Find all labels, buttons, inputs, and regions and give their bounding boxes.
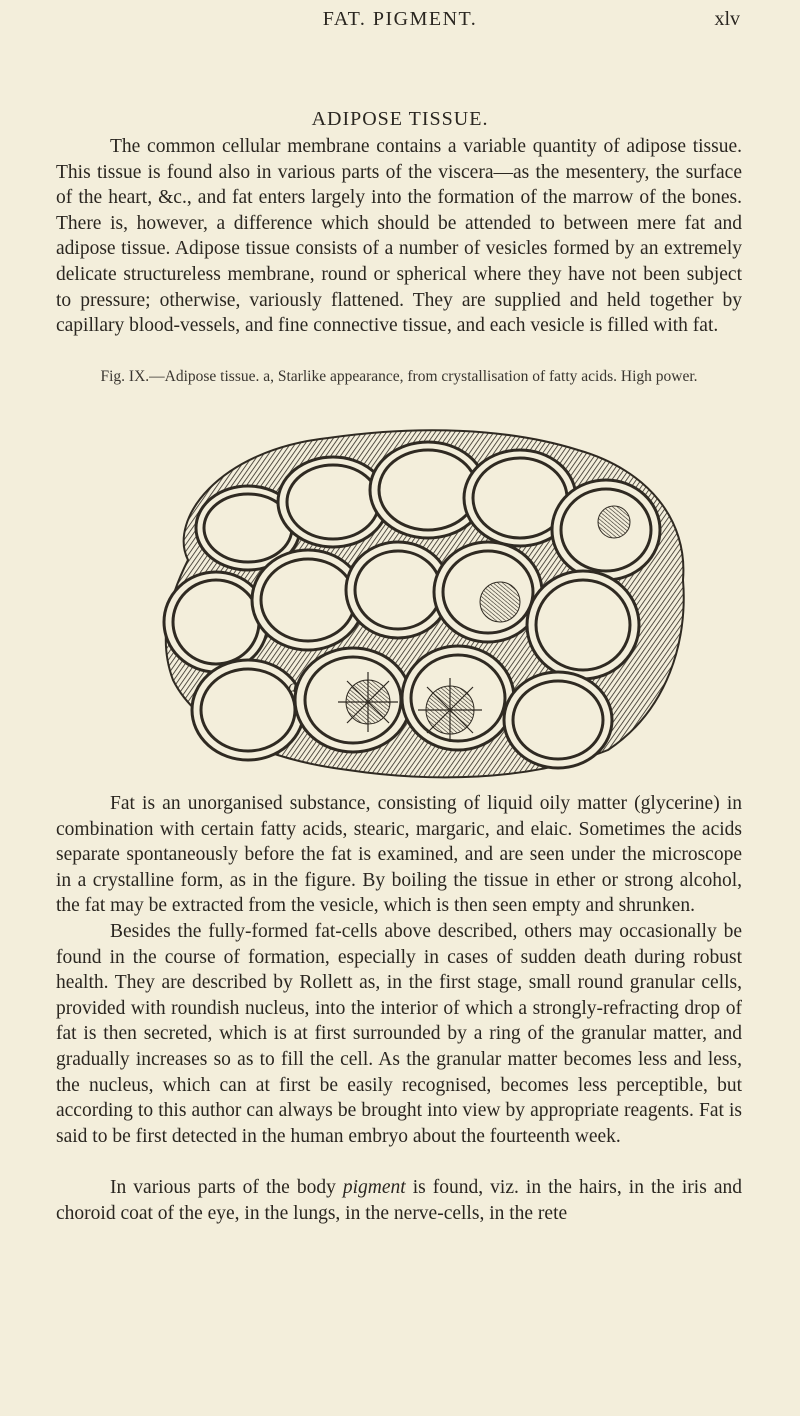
adipose-tissue-illustration [128, 410, 708, 785]
running-title: FAT. PIGMENT. [322, 8, 478, 30]
figure-caption: Fig. IX.—Adipose tissue. a, Starlike appearance, from crystallisation of fatty acids. High power. [100, 368, 698, 385]
running-head [0, 6, 800, 36]
page-number: xlv [714, 8, 740, 30]
paragraph-pigment [56, 1175, 742, 1226]
section-title: ADIPOSE TISSUE. [311, 108, 489, 130]
paragraph-fat-cell-formation: Besides the fully-formed fat-cells above described, others may occasionally be found in the course of formation, especially in cases of sudden death during robust health. They are described by Rollett as, in the first stage, small round granular cells, provided with roundish nucleus, into the interior of which a strongly-refracting drop of fat is then secreted, which is at first surrounded by a ring of the granular matter, and gradually increases so as to fill the cell. As the granular matter becomes less and less, the nucleus, which can at first be easily recognised, becomes less perceptible, but according to this author can always be brought into view by appropriate reagents. Fat is said to be first detected in the human embryo about the fourteenth week. [56, 921, 742, 1147]
figure-label-a: a [288, 676, 297, 696]
paragraph-fat-composition: Fat is an unorganised substance, consisting of liquid oily matter (glycerine) in combination with certain fatty acids, stearic, margaric, and elaic. Sometimes the acids separate spontaneously before the fat is examined, and are seen under the microscope in a crystalline form, as in the figure. By boiling the tissue in ether or strong alcohol, the fat may be extracted from the vesicle, which is then seen empty and shrunken. [56, 793, 742, 917]
pigment-text-start: In various parts of the body [110, 1177, 343, 1198]
pigment-text-end: is found, viz. in the hairs, in the iris and choroid coat of the eye, in the lungs, in the nerve-cells, in the rete [56, 1177, 742, 1224]
pigment-term: pigment [342, 1177, 406, 1198]
paragraph-adipose-intro: The common cellular membrane contains a variable quantity of adipose tissue. This tissue is found also in various parts of the viscera—as the mesentery, the surface of the heart, &c., and fat enters largely into the formation of the marrow of the bones. There is, however, a difference which should be attended to between mere fat and adipose tissue. Adipose tissue consists of a number of vesicles formed by an extremely delicate structureless membrane, round or spherical where they have not been subject to pressure; otherwise, variously flattened. They are supplied and held together by capillary blood-vessels, and fine connective tissue, and each vesicle is filled with fat. [56, 136, 742, 337]
